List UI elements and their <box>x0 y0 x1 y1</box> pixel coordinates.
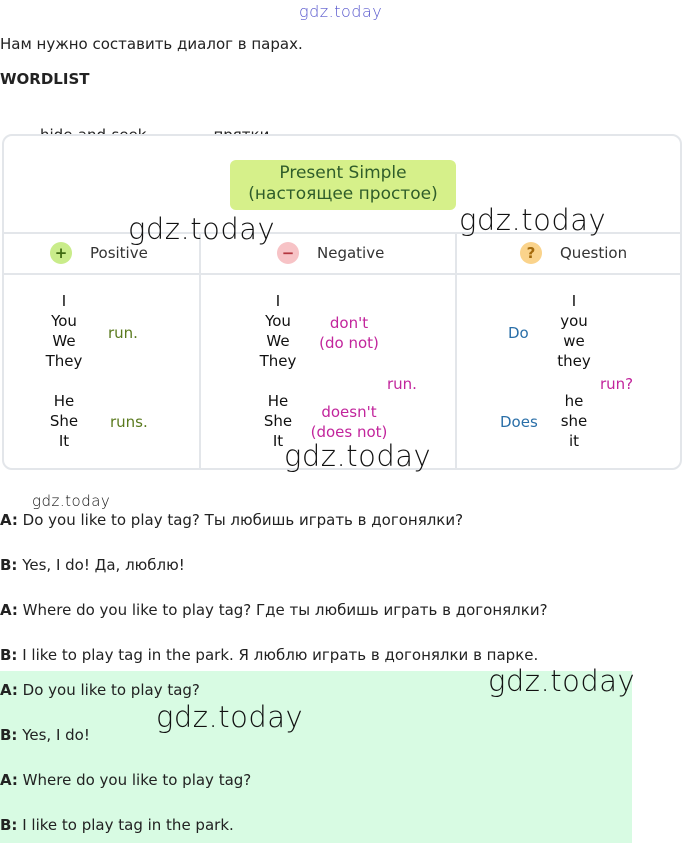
question-aux-singular: Does <box>500 413 538 431</box>
question-pronouns-plural <box>550 291 598 371</box>
pronoun: it <box>568 432 580 450</box>
speaker: A: <box>0 511 18 529</box>
watermark: gdz.today <box>284 439 432 473</box>
pronoun: It <box>272 432 284 450</box>
speaker: B: <box>0 816 18 834</box>
speaker: A: <box>0 601 18 619</box>
question-pronouns-singular <box>550 391 598 451</box>
card-title-line1: Present Simple <box>279 163 407 183</box>
dialog-line <box>0 646 538 664</box>
divider-col2 <box>455 232 457 468</box>
aux-short: doesn't <box>321 403 377 421</box>
pronoun: they <box>557 352 591 370</box>
pronoun: It <box>58 432 70 450</box>
line-text: Do you like to play tag? <box>22 681 200 699</box>
minus-icon: − <box>277 242 299 264</box>
pronoun: I <box>275 292 281 310</box>
header-negative: Negative <box>317 244 385 262</box>
wordlist-heading: WORDLIST <box>0 70 90 88</box>
divider-header <box>4 273 680 275</box>
pronoun: I <box>61 292 67 310</box>
header-positive: Positive <box>90 244 148 262</box>
question-aux-plural: Do <box>508 324 529 342</box>
pronoun: she <box>560 412 588 430</box>
watermark: gdz.today <box>156 700 304 734</box>
watermark: gdz.today <box>459 203 607 237</box>
pronoun: He <box>53 392 75 410</box>
pronoun: I <box>571 292 577 310</box>
card-title-line2: (настоящее простое) <box>248 184 438 204</box>
pronoun: He <box>267 392 289 410</box>
line-text: Yes, I do! Да, люблю! <box>22 556 185 574</box>
positive-verb-singular: runs. <box>110 413 148 431</box>
dialog-line <box>0 601 548 619</box>
answer-line <box>0 816 234 834</box>
pronoun: We <box>266 332 290 350</box>
question-icon: ? <box>520 242 542 264</box>
dialog-line <box>0 556 185 574</box>
aux-full: (does not) <box>310 423 388 441</box>
header-question: Question <box>560 244 628 262</box>
aux-short: don't <box>329 314 369 332</box>
answer-line <box>0 771 251 789</box>
positive-pronouns-plural <box>40 291 88 371</box>
positive-pronouns-singular <box>40 391 88 451</box>
negative-aux-singular <box>308 402 390 442</box>
line-text: I like to play tag in the park. <box>22 816 234 834</box>
watermark: gdz.today <box>32 492 111 510</box>
line-text: I like to play tag in the park. Я люблю играть в догонялки в парке. <box>22 646 539 664</box>
line-text: Where do you like to play tag? Где ты любишь играть в догонялки? <box>22 601 548 619</box>
answer-line <box>0 726 90 744</box>
dialog-line <box>0 511 463 529</box>
pronoun: She <box>49 412 79 430</box>
pronoun: She <box>263 412 293 430</box>
watermark: gdz.today <box>488 664 636 698</box>
watermark: gdz.today <box>128 212 276 246</box>
negative-pronouns-plural <box>254 291 302 371</box>
question-verb: run? <box>600 375 634 393</box>
divider-col1 <box>199 232 201 468</box>
line-text: Yes, I do! <box>22 726 90 744</box>
aux-full: (do not) <box>319 334 379 352</box>
pronoun: You <box>265 312 291 330</box>
pronoun: They <box>45 352 83 370</box>
speaker: A: <box>0 681 18 699</box>
pronoun: You <box>51 312 77 330</box>
speaker: B: <box>0 556 18 574</box>
positive-verb-plural: run. <box>108 324 138 342</box>
pronoun: They <box>259 352 297 370</box>
pronoun: he <box>564 392 584 410</box>
speaker: B: <box>0 646 18 664</box>
plus-icon: + <box>50 242 72 264</box>
card-title <box>230 160 456 210</box>
line-text: Do you like to play tag? Ты любишь играть в догонялки? <box>22 511 464 529</box>
wordlist-partial-row <box>40 124 295 134</box>
speaker: A: <box>0 771 18 789</box>
speaker: B: <box>0 726 18 744</box>
pronoun: we <box>563 332 585 350</box>
negative-verb: run. <box>387 375 417 393</box>
intro-text: Нам нужно составить диалог в парах. <box>0 35 303 53</box>
line-text: Where do you like to play tag? <box>22 771 252 789</box>
pronoun: We <box>52 332 76 350</box>
watermark-top: gdz.today <box>299 2 383 21</box>
present-simple-card <box>2 134 682 470</box>
negative-aux-plural <box>316 313 382 353</box>
pronoun: you <box>560 312 588 330</box>
answer-line <box>0 681 200 699</box>
